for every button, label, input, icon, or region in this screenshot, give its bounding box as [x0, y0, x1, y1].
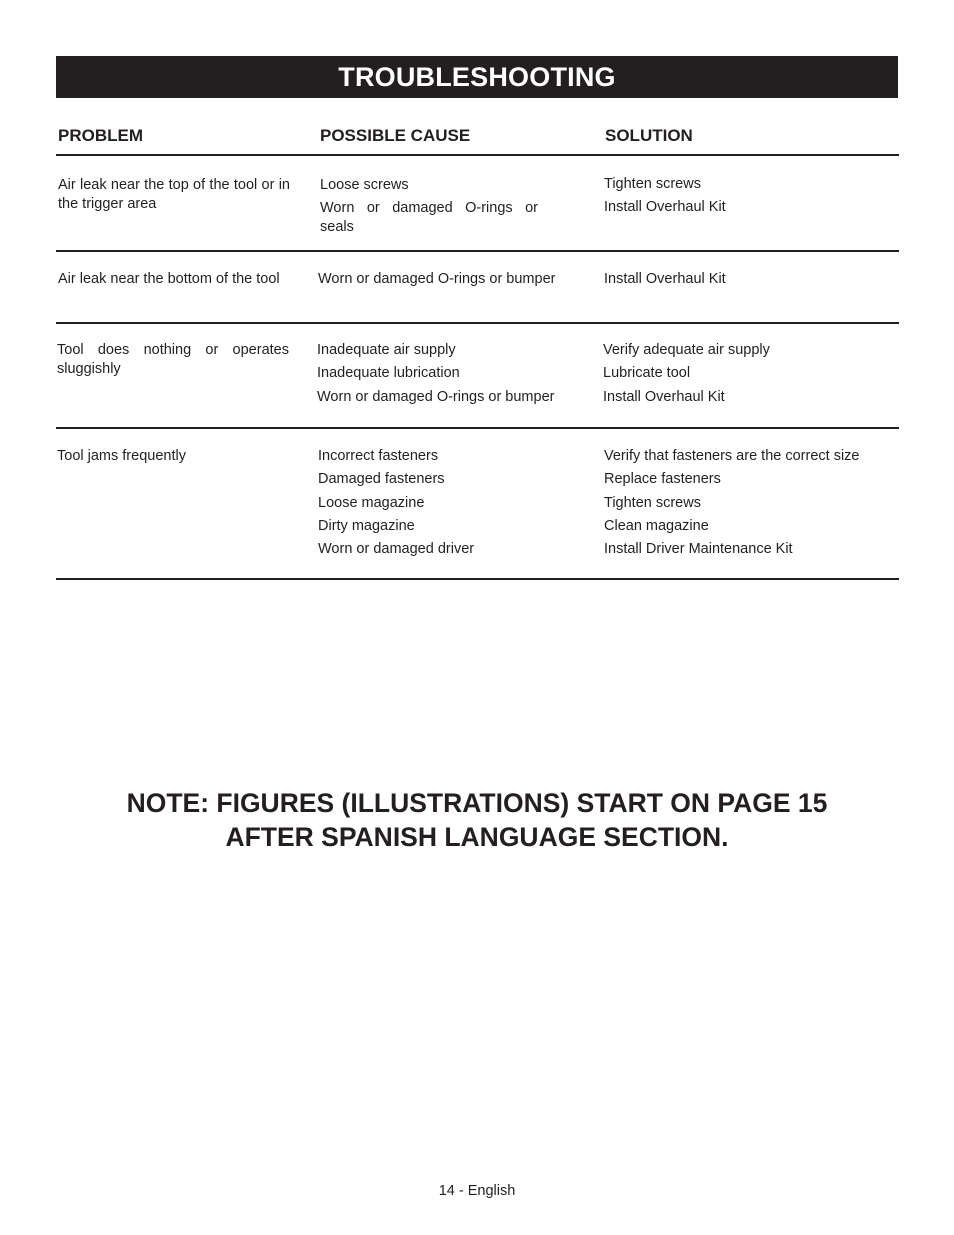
cause-item: Loose screws [320, 177, 409, 193]
cause-item: Incorrect fasteners [318, 448, 439, 464]
cause-cell [318, 270, 580, 293]
cause-item: Inadequate lubrication [317, 365, 460, 382]
cause-cell [318, 447, 580, 563]
problem-cell: Air leak near the bottom of the tool [58, 271, 280, 287]
cause-item: Loose magazine [318, 494, 425, 511]
solution-item: Install Overhaul Kit [604, 271, 726, 287]
problem-cell: Tool jams frequently [57, 448, 186, 464]
cause-cell [320, 176, 582, 241]
header-possible-cause: POSSIBLE CAUSE [320, 126, 471, 145]
header-solution: SOLUTION [605, 126, 693, 145]
solution-cell [604, 175, 896, 222]
troubleshooting-table [56, 122, 899, 580]
solution-item: Clean magazine [604, 517, 709, 534]
cause-cell [317, 341, 579, 411]
solution-item: Install Overhaul Kit [603, 388, 725, 405]
table-header [56, 122, 899, 156]
solution-cell [604, 270, 896, 293]
solution-item: Install Overhaul Kit [604, 199, 726, 216]
cause-item: Dirty magazine [318, 517, 415, 534]
solution-cell [603, 341, 895, 411]
solution-item: Verify that fasteners are the correct size [604, 448, 860, 464]
table-row [56, 324, 899, 429]
cause-item: Worn or damaged O-rings or seals [320, 200, 538, 235]
solution-item: Lubricate tool [603, 365, 691, 382]
solution-item: Install Driver Maintenance Kit [604, 541, 793, 558]
cause-item: Worn or damaged O-rings or bumper [318, 271, 556, 287]
solution-item: Replace fasteners [604, 471, 721, 488]
cause-item: Inadequate air supply [317, 342, 456, 358]
page-footer: 14 - English [438, 1183, 516, 1199]
solution-item: Tighten screws [604, 176, 701, 192]
table-row [56, 252, 899, 324]
solution-item: Verify adequate air supply [603, 342, 770, 358]
figures-note: NOTE: FIGURES (ILLUSTRATIONS) START ON PAGE 15 AFTER SPANISH LANGUAGE SECTION. [126, 788, 828, 852]
solution-item: Tighten screws [604, 494, 701, 511]
cause-item: Worn or damaged O-rings or bumper [317, 388, 555, 405]
page-title-bar [56, 56, 898, 98]
problem-cell: Air leak near the top of the tool or in the trigger area [58, 177, 290, 212]
problem-cell: Tool does nothing or operates sluggishly [57, 342, 289, 377]
cause-item: Damaged fasteners [318, 471, 445, 488]
table-row [56, 156, 899, 252]
cause-item: Worn or damaged driver [318, 541, 475, 558]
page-title: TROUBLESHOOTING [338, 61, 616, 92]
solution-cell [604, 447, 896, 563]
table-row [56, 429, 899, 580]
header-problem: PROBLEM [58, 126, 143, 145]
